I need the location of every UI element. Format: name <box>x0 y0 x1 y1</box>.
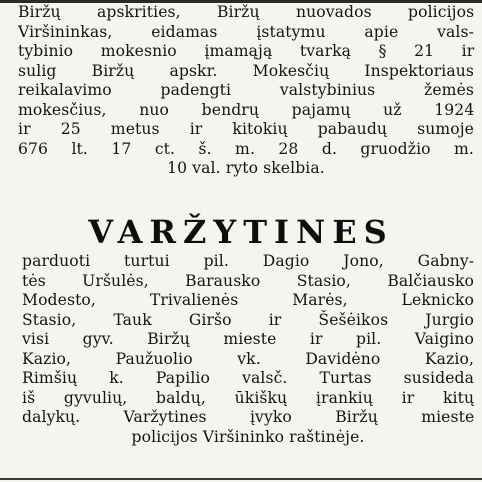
bottom-rule <box>0 478 482 480</box>
body-line: policijos Viršininko raštinėje. <box>131 427 365 446</box>
intro-paragraph <box>18 3 474 179</box>
intro-line: 676 lt. 17 ct. š. m. 28 d. gruodžio m. <box>18 139 474 158</box>
intro-line: reikalavimo padengti valstybinius žemės <box>18 81 474 99</box>
intro-line: 10 val. ryto skelbia. <box>167 159 325 177</box>
body-paragraph <box>22 252 474 447</box>
intro-line: Biržų apskrities, Biržų nuovados policijos <box>18 3 475 21</box>
intro-line: ir 25 metus ir kitokių pabaudų sumoje <box>18 120 474 138</box>
body-line: parduoti turtui pil. Dagio Jono, Gabny- <box>22 252 475 270</box>
body-line: Kazio, Paužuolio vk. Davidėno Kazio, <box>22 349 475 368</box>
intro-line: Viršininkas, eidamas įstatymu apie vals- <box>18 22 474 41</box>
body-line: Rimšių k. Papilio valsč. Turtas susideda <box>22 369 474 387</box>
body-line: iš gyvulių, baldų, ūkiškų įrankių ir kitų <box>22 388 475 407</box>
body-line: Modesto, Trivalienės Marės, Leknicko <box>22 291 474 309</box>
body-line: Stasio, Tauk Giršo ir Šešėikos Jurgio <box>22 310 474 329</box>
body-line: dalykų. Varžytines įvyko Biržų mieste <box>22 408 475 426</box>
intro-line: sulig Biržų apskr. Mokesčių Inspektoriaus <box>18 61 474 80</box>
intro-line: tybinio mokesnio įmamąją tvarką § 21 ir <box>18 42 475 60</box>
body-line: visi gyv. Biržų mieste ir pil. Vaigino <box>22 330 474 348</box>
auction-heading: VARŽYTINES <box>88 213 394 251</box>
body-line: tės Uršulės, Barausko Stasio, Balčiausko <box>22 271 474 290</box>
intro-line: mokesčius, nuo bendrų pajamų už 1924 <box>18 100 475 119</box>
